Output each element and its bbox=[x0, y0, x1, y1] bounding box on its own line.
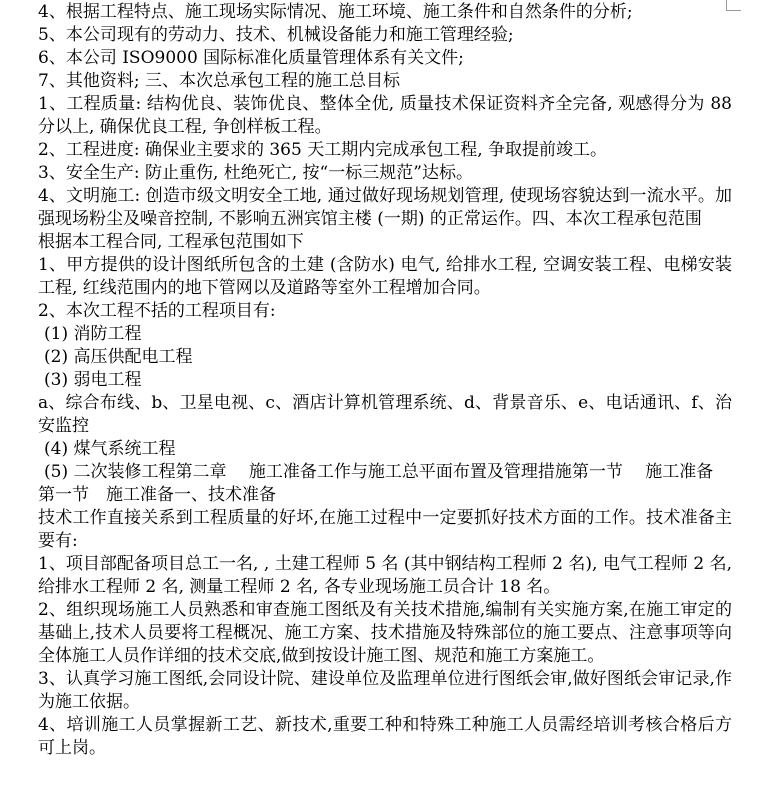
paragraph-goal-schedule: 2、工程进度: 确保业主要求的 365 天工期内完成承包工程, 争取提前竣工。 bbox=[38, 140, 608, 160]
paragraph-goal-safety: 3、安全生产: 防止重伤, 杜绝死亡, 按“一标三规范”达标。 bbox=[38, 163, 473, 183]
paragraph-tech-2: 2、组织现场施工人员熟悉和审查施工图纸及有关技术措施,编制有关实施方案,在施工审定的基础上,技术人员要将工程概况、施工方案、技术措施及特殊部位的施工要点、注意事项等向全体施工人员作详细的技术交底,做到按设计施工图、规范和施工方案施工。 bbox=[38, 600, 732, 666]
paragraph-basis-7: 7、其他资料; 三、本次总承包工程的施工总目标 bbox=[38, 71, 400, 91]
paragraph-goal-civilized: 4、文明施工: 创造市级文明安全工地, 通过做好现场规划管理, 使现场容貌达到一流水平。加强现场粉尘及噪音控制, 不影响五洲宾馆主楼 (一期) 的正常运作。四、本次工程承包范围 bbox=[38, 186, 732, 229]
paragraph-goal-quality: 1、工程质量: 结构优良、装饰优良、整体全优, 质量技术保证资料齐全完备, 观感得分为 88 分以上, 确保优良工程, 争创样板工程。 bbox=[38, 94, 732, 137]
paragraph-basis-5: 5、本公司现有的劳动力、技术、机械设备能力和施工管理经验; bbox=[38, 25, 514, 45]
paragraph-tech-4: 4、培训施工人员掌握新工艺、新技术,重要工种和特殊工种施工人员需经培训考核合格后方可上岗。 bbox=[38, 715, 732, 758]
section-heading-prep: 第一节 施工准备一、技术准备 bbox=[38, 485, 276, 505]
paragraph-scope-intro: 根据本工程合同, 工程承包范围如下 bbox=[38, 232, 304, 252]
paragraph-low-voltage-items: a、综合布线、b、卫星电视、c、酒店计算机管理系统、d、背景音乐、e、电话通讯、f、治安监控 bbox=[38, 393, 732, 436]
list-item-fire: (1) 消防工程 bbox=[44, 324, 142, 344]
document-body bbox=[38, 1, 732, 760]
paragraph-tech-3: 3、认真学习施工图纸,会同设计院、建设单位及监理单位进行图纸会审,做好图纸会审记录,作为施工依据。 bbox=[38, 669, 732, 712]
paragraph-tech-intro: 技术工作直接关系到工程质量的好坏,在施工过程中一定要抓好技术方面的工作。技术准备主要有: bbox=[38, 508, 732, 551]
paragraph-scope-2: 2、本次工程不括的工程项目有: bbox=[38, 301, 276, 321]
paragraph-scope-1: 1、甲方提供的设计图纸所包含的土建 (含防水) 电气, 给排水工程, 空调安装工程、电梯安装工程, 红线范围内的地下管网以及道路等室外工程增加合同。 bbox=[38, 255, 732, 298]
paragraph-basis-4: 4、根据工程特点、施工现场实际情况、施工环境、施工条件和自然条件的分析; bbox=[38, 2, 633, 22]
paragraph-tech-1: 1、项目部配备项目总工一名, , 土建工程师 5 名 (其中钢结构工程师 2 名), 电气工程师 2 名, 给排水工程师 2 名, 测量工程师 2 名, 各专业现场施工员合计 18 名。 bbox=[38, 554, 732, 597]
list-item-gas: (4) 煤气系统工程 bbox=[44, 439, 176, 459]
list-item-decoration: (5) 二次装修工程第二章 施工准备工作与施工总平面布置及管理措施第一节 施工准备 bbox=[44, 462, 714, 482]
paragraph-basis-6: 6、本公司 ISO9000 国际标准化质量管理体系有关文件; bbox=[38, 48, 464, 68]
list-item-low-voltage: (3) 弱电工程 bbox=[44, 370, 142, 390]
list-item-power: (2) 高压供配电工程 bbox=[44, 347, 193, 367]
